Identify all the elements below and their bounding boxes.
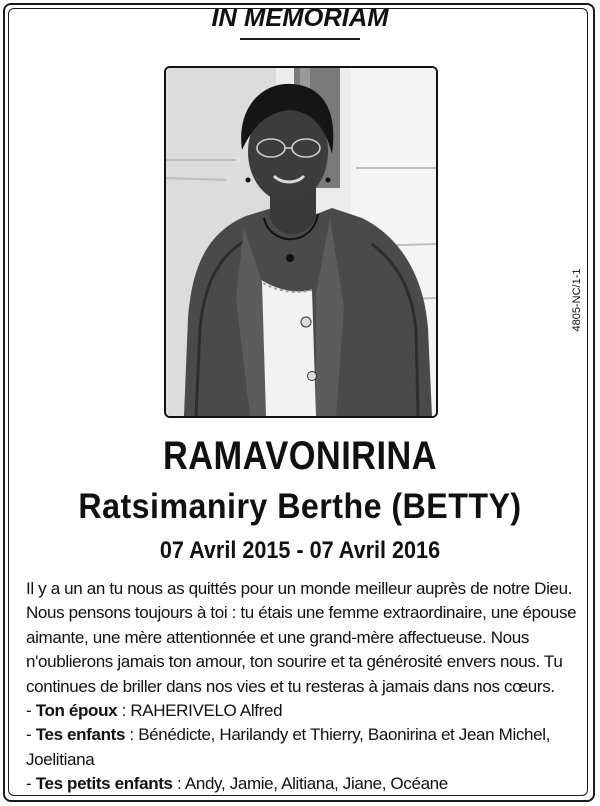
full-name-heading: Ratsimaniry Berthe (BETTY) bbox=[78, 487, 522, 526]
portrait-photo bbox=[164, 66, 438, 418]
message-text: Il y a un an tu nous as quittés pour un monde meilleur auprès de notre Dieu. Nous pensons toujours à toi : tu étais une femme extraordinaire, une épouse aimante, une mère attentionnée et une grand-mère affectueuse. Nous n'oublierons jamais ton amour, ton sourire et ta générosité envers nous. Tu continues de briller dans nos vies et tu resteras à jamais dans nos cœurs. bbox=[26, 579, 577, 696]
family-label: Ton époux bbox=[35, 701, 118, 721]
portrait-illustration bbox=[166, 68, 436, 416]
family-label: Tes petits enfants bbox=[35, 774, 173, 794]
ad-reference-text: 4805-NC/1-1 bbox=[571, 268, 583, 332]
family-item-spouse: - Ton époux : RAHERIVELO Alfred bbox=[26, 701, 283, 721]
header-title: IN MEMORIAM bbox=[211, 4, 389, 32]
family-item-children: - Tes enfants : Bénédicte, Harilandy et Thierry, Baonirina et Jean Michel, Joelitiana bbox=[26, 725, 551, 769]
memorial-dates: 07 Avril 2015 - 07 Avril 2016 bbox=[159, 537, 441, 564]
family-names: Andy, Jamie, Alitiana, Jiane, Océane bbox=[184, 774, 448, 794]
family-names: Bénédicte, Harilandy et Thierry, Baonirina et Jean Michel, Joelitiana bbox=[26, 725, 551, 769]
header-underline bbox=[240, 38, 360, 40]
memorial-message bbox=[26, 577, 586, 797]
surname-heading: RAMAVONIRINA bbox=[163, 434, 437, 478]
family-names: RAHERIVELO Alfred bbox=[130, 701, 283, 721]
family-label: Tes enfants bbox=[35, 725, 126, 745]
family-item-grandchildren: - Tes petits enfants : Andy, Jamie, Alitiana, Jiane, Océane bbox=[26, 774, 448, 794]
family-list bbox=[26, 699, 586, 797]
